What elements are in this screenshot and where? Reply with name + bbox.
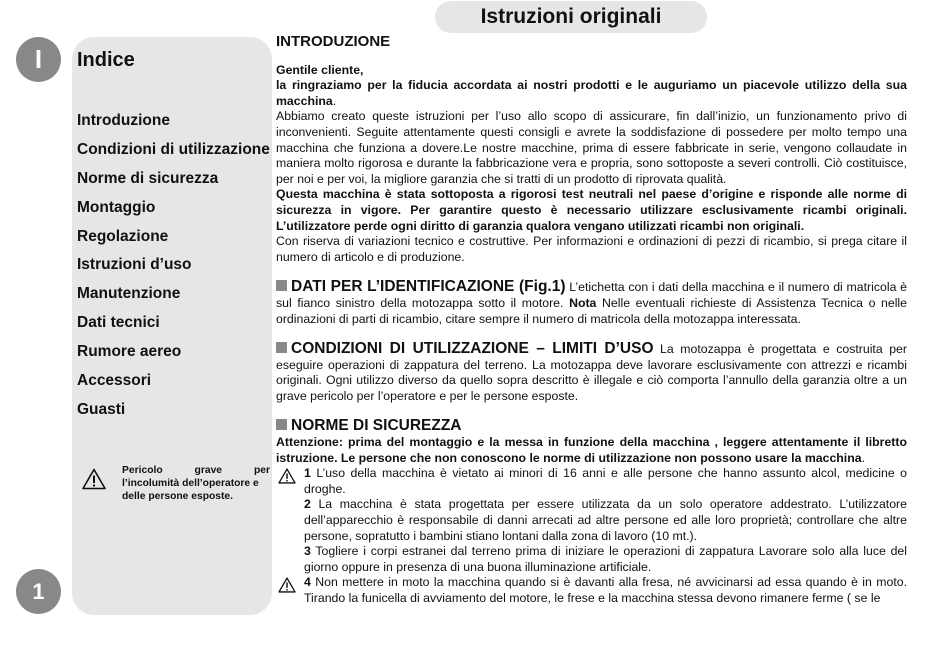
safety-rule-1: 1 L’uso della macchina è vietato ai minori di 16 anni e alle persone che hanno assunto alcol, medicine o droghe. — [276, 466, 907, 497]
safety-rule-2: 2 La macchina è stata progettata per essere utilizzata da un solo operatore addestrato. L’utilizzatore dell’apparecchio è responsabile di danni arrecati ad altre persone ed alle loro proprietà; controllare che altre persone, sopratutto i bambini stiano lontani dalla zona di lavoro (10 mt.). — [304, 497, 907, 543]
toc-item-manutenzione[interactable]: Manutenzione — [77, 285, 181, 303]
toc-item-condizioni[interactable]: Condizioni di utilizzazione — [77, 140, 270, 158]
toc-item-montaggio[interactable]: Montaggio — [77, 198, 156, 216]
toc-item-rumore[interactable]: Rumore aereo — [77, 343, 182, 361]
toc-item-norme[interactable]: Norme di sicurezza — [77, 169, 219, 187]
toc-list — [77, 107, 270, 425]
toc-item-accessori[interactable]: Accessori — [77, 372, 152, 390]
language-badge: I — [16, 37, 61, 82]
page-header-title: Istruzioni originali — [435, 1, 707, 33]
safety-rule-3: 3 Togliere i corpi estranei dal terreno prima di iniziare le operazioni di zappatura Lavorare solo alla luce del giorno oppure in presenza di una buona illuminazione artificiale. — [304, 544, 907, 574]
dati-section: DATI PER L’IDENTIFICAZIONE (Fig.1) L’etichetta con i dati della macchina e il numero di matricola è sul fianco sinistro della motozappa sotto il motore. Nota Nelle eventuali richieste di Assistenza Tecnica o nelle ordinazioni di parti di ricambio, citare sempre il numero di matricola della motozappa interessata. — [276, 278, 908, 326]
warning-triangle-icon — [278, 468, 296, 484]
toc-item-istruzioni[interactable]: Istruzioni d’uso — [77, 256, 192, 274]
warning-triangle-icon — [82, 468, 106, 490]
section-square-icon — [276, 342, 287, 353]
toc-item-introduzione[interactable]: Introduzione — [77, 112, 170, 129]
section-square-icon — [276, 419, 287, 430]
intro-bold-notice: Questa macchina è stata sottoposta a rigorosi test neutrali nel paese d’origine e risponde alle norme di sicurezza in vigore. Per garantire questo è necessario utilizzare esclusivamente ricambi originali. L’utilizzatore perde ogni diritto di garanzia qualora vengano utilizzati ricambi non originali. — [276, 187, 907, 233]
intro-end: Con riserva di variazioni tecnico e costruttive. Per informazioni e ordinazioni di pezzi di ricambio, si prega citare il numero di articolo e di produzione. — [276, 234, 907, 264]
sidebar-title: Indice — [77, 49, 135, 71]
page-number-badge: 1 — [16, 569, 61, 614]
toc-item-regolazione[interactable]: Regolazione — [77, 227, 169, 245]
norme-attention: Attenzione: prima del montaggio e la messa in funzione della macchina , leggere attentamente il libretto istruzione. Le persone che non conoscono le norme di utilizzazione non possono usare la macchina. — [276, 435, 907, 465]
danger-legend-text: Pericolo grave per l’incolumità dell’operatore e delle persone esposte. — [122, 465, 270, 502]
intro-heading: INTRODUZIONE — [276, 33, 391, 50]
toc-item-dati-tecnici[interactable]: Dati tecnici — [77, 314, 160, 332]
condizioni-section: CONDIZIONI DI UTILIZZAZIONE – LIMITI D’USO La motozappa è progettata e costruita per eseguire operazioni di zappatura del terreno. La motozappa deve lavorare esclusivamente con attrezzi e ricambi originali. Ogni utilizzo diverso da quello sopra descritto è illegale e ciò comporta l’annullo della garanzia oltre a un grave pericolo per l’operatore e per le persone esposte. — [276, 340, 907, 403]
safety-rule-4: 4 Non mettere in moto la macchina quando si è davanti alla fresa, né avvicinarsi ad essa quando è in moto. Tirando la funicella di avviamento del motore, le frese e la macchina stessa devono rimanere ferme ( se le — [276, 575, 907, 606]
intro-greeting: Gentile cliente, la ringraziamo per la fiducia accordata ai nostri prodotti e le auguriamo un piacevole utilizzo della sua macchina. — [276, 62, 907, 108]
table-of-contents-sidebar — [72, 37, 272, 615]
warning-triangle-icon — [278, 577, 296, 593]
main-content — [276, 34, 907, 607]
norme-section-title: NORME DI SICUREZZA — [276, 418, 907, 435]
section-square-icon — [276, 280, 287, 291]
intro-body: Abbiamo creato queste istruzioni per l’uso allo scopo di assicurare, fin dall’inizio, un funzionamento privo di inconvenienti. Seguite attentamente questi consigli e avrete la soddisfazione di possedere per molto tempo una macchina che funziona a dovere.Le nostre macchine, prima di essere fabbricate in serie, vengono collaudate in maniera molto rigorosa e durante la fabbricazione vera e propria, sono sottoposte a severi controlli. Ciò costituisce, per noi e per voi, la migliore garanzia che si tratti di un prodotto di riprovata qualità. — [276, 109, 907, 186]
toc-item-guasti[interactable]: Guasti — [77, 400, 126, 418]
